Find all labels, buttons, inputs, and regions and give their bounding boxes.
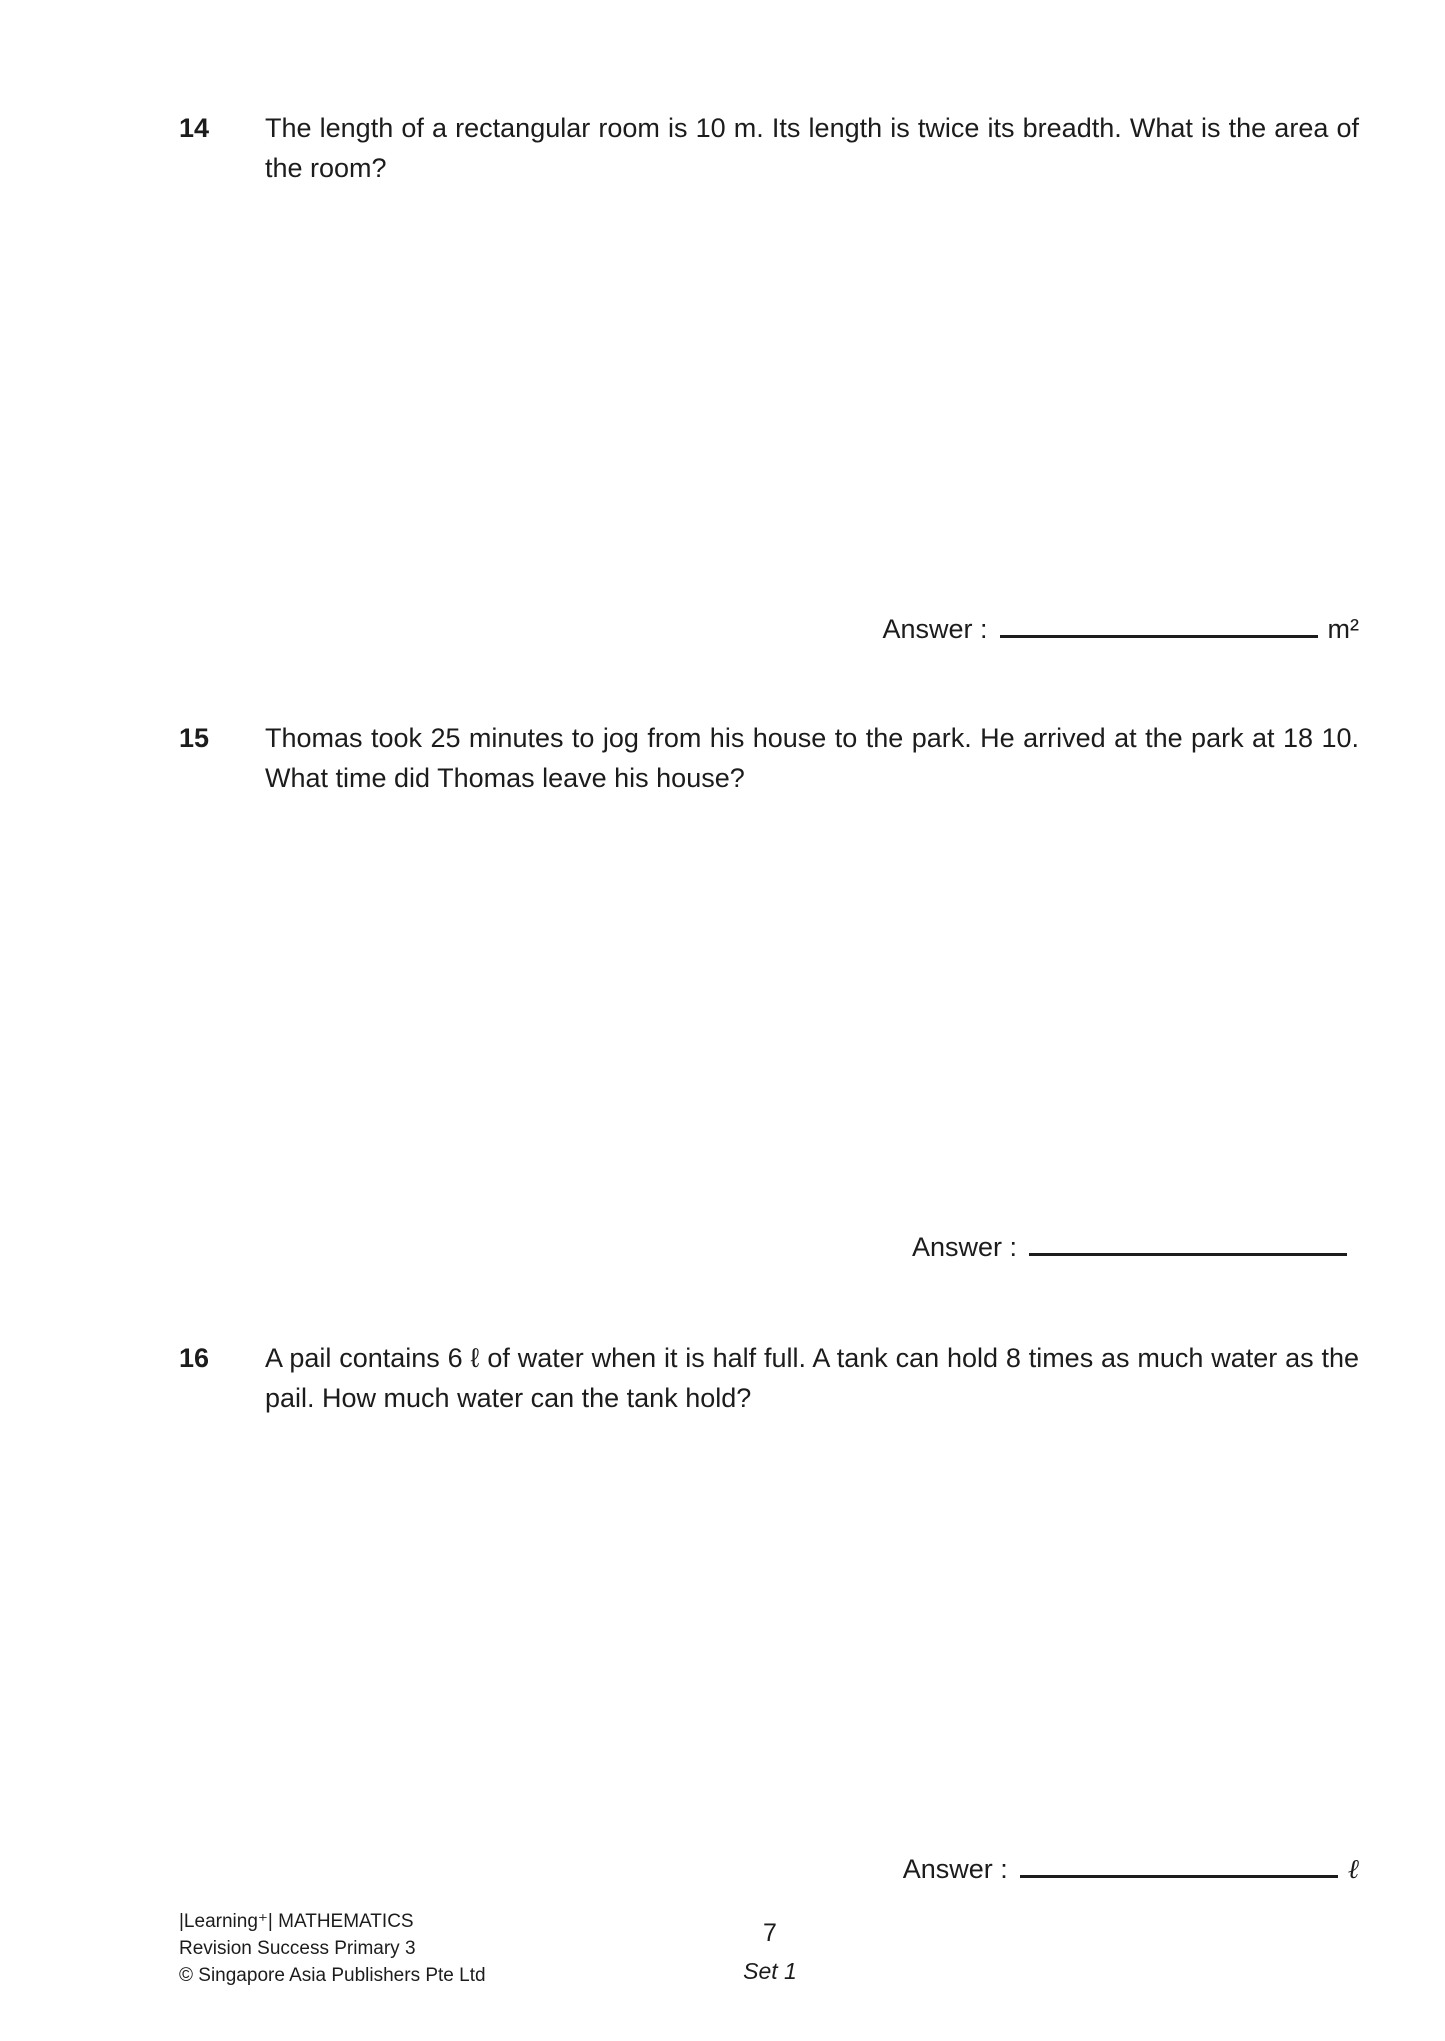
answer-14-blank xyxy=(1000,610,1318,638)
question-15 xyxy=(179,718,1359,798)
footer-publisher: © Singapore Asia Publishers Pte Ltd xyxy=(179,1965,486,1986)
answer-row-16 xyxy=(903,1850,1359,1887)
page-number: 7 xyxy=(763,1919,777,1947)
footer-book-title: Revision Success Primary 3 xyxy=(179,1938,416,1959)
question-14-number: 14 xyxy=(179,113,210,143)
question-15-text: Thomas took 25 minutes to jog from his house to the park. He arrived at the park at 18 10. What time did Thomas leave his house? xyxy=(265,723,1359,793)
set-label: Set 1 xyxy=(743,1958,797,1984)
answer-16-blank xyxy=(1020,1850,1338,1878)
footer-imprint xyxy=(179,1908,486,1989)
question-14-text: The length of a rectangular room is 10 m. Its length is twice its breadth. What is the area of the room? xyxy=(265,113,1359,183)
answer-row-15 xyxy=(912,1228,1359,1264)
answer-16-unit: ℓ xyxy=(1347,1854,1359,1885)
footer-series: |Learning⁺| MATHEMATICS xyxy=(179,1911,414,1932)
question-16 xyxy=(179,1338,1359,1418)
answer-15-blank xyxy=(1029,1228,1347,1256)
question-16-number: 16 xyxy=(179,1343,210,1373)
answer-row-14 xyxy=(882,610,1359,646)
question-15-number: 15 xyxy=(179,723,210,753)
answer-15-label: Answer : xyxy=(911,1232,1017,1262)
answer-14-unit: m² xyxy=(1327,614,1359,644)
question-14 xyxy=(179,108,1359,188)
answer-14-label: Answer : xyxy=(882,614,988,644)
answer-16-label: Answer : xyxy=(902,1854,1008,1884)
footer-page-info xyxy=(715,1918,825,1986)
question-16-text: A pail contains 6 ℓ of water when it is half full. A tank can hold 8 times as much water as the pail. How much water can the tank hold? xyxy=(265,1343,1359,1413)
